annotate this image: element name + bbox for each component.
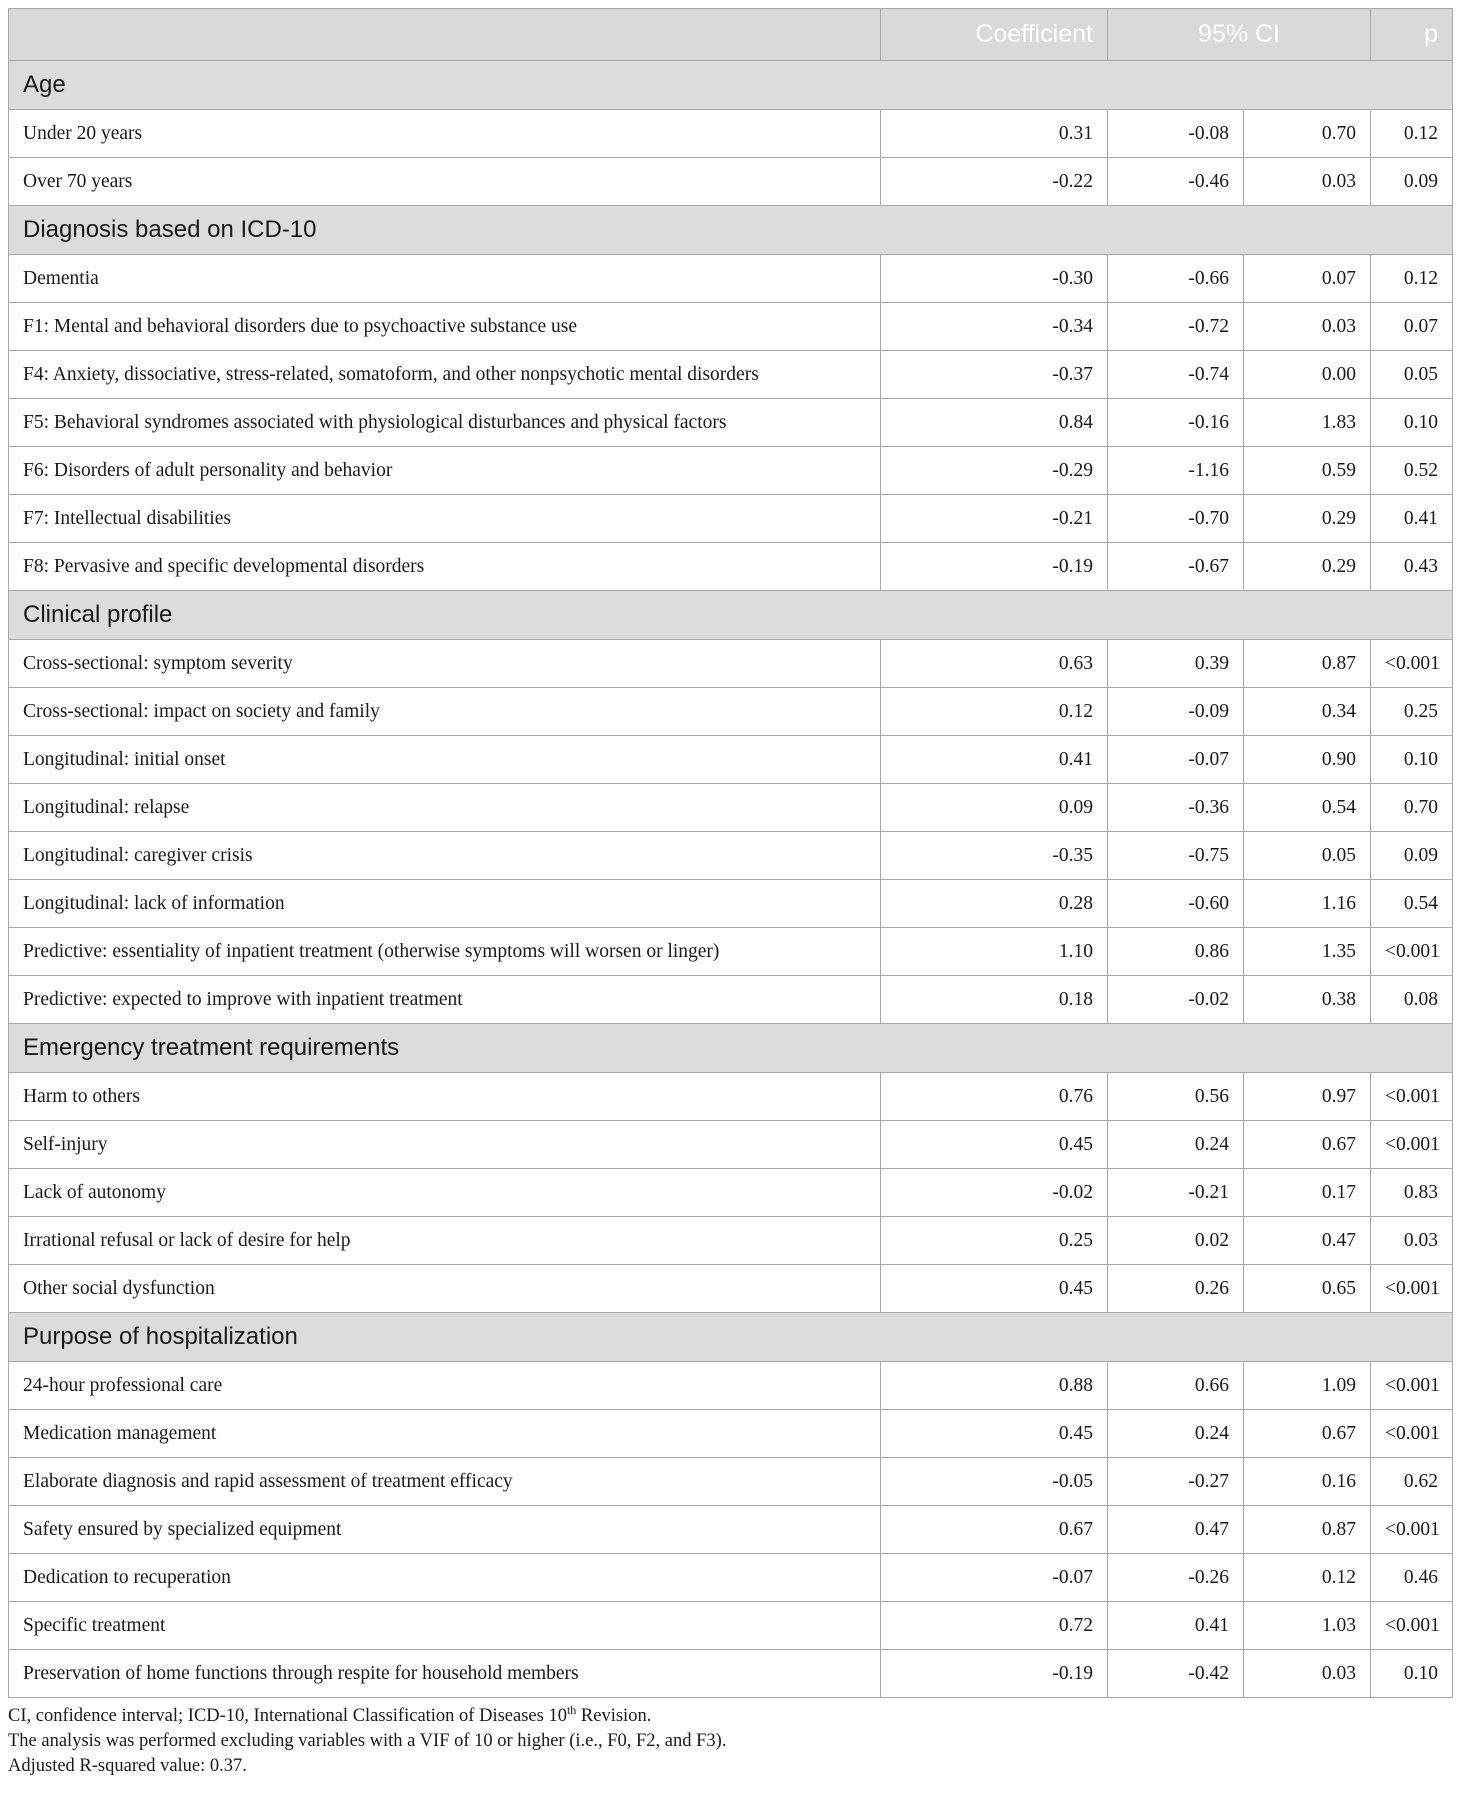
- coefficient-cell: 0.45: [881, 1410, 1108, 1458]
- ci-upper-cell: 1.16: [1244, 880, 1371, 928]
- ci-upper-cell: 0.00: [1244, 351, 1371, 399]
- coefficient-cell: -0.07: [881, 1554, 1108, 1602]
- coefficient-cell: 0.76: [881, 1073, 1108, 1121]
- coefficient-cell: 0.31: [881, 110, 1108, 158]
- table-row: [9, 1121, 1453, 1169]
- ci-lower-cell: 0.56: [1108, 1073, 1244, 1121]
- coefficient-cell: 0.41: [881, 736, 1108, 784]
- variable-label: F6: Disorders of adult personality and behavior: [9, 447, 881, 495]
- coefficient-cell: 0.45: [881, 1121, 1108, 1169]
- variable-label: Specific treatment: [9, 1602, 881, 1650]
- ci-lower-cell: 0.47: [1108, 1506, 1244, 1554]
- variable-label: F7: Intellectual disabilities: [9, 495, 881, 543]
- variable-label: Safety ensured by specialized equipment: [9, 1506, 881, 1554]
- section-title: Clinical profile: [9, 591, 1453, 640]
- coefficient-cell: -0.21: [881, 495, 1108, 543]
- table-row: [9, 1458, 1453, 1506]
- coefficient-cell: -0.37: [881, 351, 1108, 399]
- ci-upper-cell: 0.97: [1244, 1073, 1371, 1121]
- p-value-cell: 0.83: [1371, 1169, 1453, 1217]
- p-value-cell: 0.10: [1371, 399, 1453, 447]
- variable-label: Predictive: expected to improve with inpatient treatment: [9, 976, 881, 1024]
- footnote-r-squared: Adjusted R-squared value: 0.37.: [8, 1756, 247, 1776]
- ci-upper-cell: 0.65: [1244, 1265, 1371, 1313]
- table-body: [9, 61, 1453, 1698]
- ci-upper-cell: 0.54: [1244, 784, 1371, 832]
- table-row: [9, 1169, 1453, 1217]
- table-row: [9, 158, 1453, 206]
- p-value-cell: 0.12: [1371, 110, 1453, 158]
- ci-upper-cell: 0.47: [1244, 1217, 1371, 1265]
- ci-upper-cell: 0.07: [1244, 255, 1371, 303]
- coefficient-cell: 0.18: [881, 976, 1108, 1024]
- coefficient-cell: 0.63: [881, 640, 1108, 688]
- ci-lower-cell: -0.72: [1108, 303, 1244, 351]
- ci-upper-cell: 0.17: [1244, 1169, 1371, 1217]
- p-value-cell: 0.41: [1371, 495, 1453, 543]
- table-row: [9, 1602, 1453, 1650]
- ci-upper-cell: 0.67: [1244, 1410, 1371, 1458]
- ci-lower-cell: 0.24: [1108, 1121, 1244, 1169]
- ci-upper-cell: 0.87: [1244, 1506, 1371, 1554]
- ci-upper-cell: 0.03: [1244, 303, 1371, 351]
- variable-label: Dedication to recuperation: [9, 1554, 881, 1602]
- header-blank: [9, 9, 881, 61]
- section-title: Diagnosis based on ICD-10: [9, 206, 1453, 255]
- ci-lower-cell: -0.66: [1108, 255, 1244, 303]
- table-row: [9, 1073, 1453, 1121]
- p-value-cell: 0.09: [1371, 832, 1453, 880]
- coefficient-cell: -0.34: [881, 303, 1108, 351]
- ci-lower-cell: -0.67: [1108, 543, 1244, 591]
- coefficient-cell: -0.02: [881, 1169, 1108, 1217]
- p-value-cell: <0.001: [1371, 1073, 1453, 1121]
- table-row: [9, 1506, 1453, 1554]
- p-value-cell: <0.001: [1371, 1506, 1453, 1554]
- table-row: [9, 255, 1453, 303]
- ci-lower-cell: -0.36: [1108, 784, 1244, 832]
- coefficient-cell: 0.25: [881, 1217, 1108, 1265]
- p-value-cell: <0.001: [1371, 640, 1453, 688]
- table-row: [9, 976, 1453, 1024]
- p-value-cell: 0.54: [1371, 880, 1453, 928]
- ci-lower-cell: -0.09: [1108, 688, 1244, 736]
- coefficient-cell: 0.45: [881, 1265, 1108, 1313]
- ci-upper-cell: 0.67: [1244, 1121, 1371, 1169]
- section-title: Emergency treatment requirements: [9, 1024, 1453, 1073]
- ci-lower-cell: 0.86: [1108, 928, 1244, 976]
- ci-upper-cell: 0.03: [1244, 1650, 1371, 1698]
- section-title: Age: [9, 61, 1453, 110]
- p-value-cell: <0.001: [1371, 1265, 1453, 1313]
- ci-lower-cell: 0.41: [1108, 1602, 1244, 1650]
- variable-label: 24-hour professional care: [9, 1362, 881, 1410]
- coefficient-cell: -0.35: [881, 832, 1108, 880]
- coefficient-cell: 0.12: [881, 688, 1108, 736]
- variable-label: Longitudinal: initial onset: [9, 736, 881, 784]
- ci-lower-cell: -0.42: [1108, 1650, 1244, 1698]
- coefficient-cell: -0.29: [881, 447, 1108, 495]
- section-header-row: [9, 1024, 1453, 1073]
- variable-label: Other social dysfunction: [9, 1265, 881, 1313]
- ci-lower-cell: -0.16: [1108, 399, 1244, 447]
- variable-label: Cross-sectional: impact on society and family: [9, 688, 881, 736]
- coefficient-cell: -0.22: [881, 158, 1108, 206]
- ci-upper-cell: 0.05: [1244, 832, 1371, 880]
- p-value-cell: <0.001: [1371, 1121, 1453, 1169]
- table-row: [9, 832, 1453, 880]
- coefficient-cell: -0.19: [881, 1650, 1108, 1698]
- ci-lower-cell: 0.02: [1108, 1217, 1244, 1265]
- p-value-cell: 0.46: [1371, 1554, 1453, 1602]
- ci-upper-cell: 1.83: [1244, 399, 1371, 447]
- ci-upper-cell: 0.03: [1244, 158, 1371, 206]
- table-row: [9, 880, 1453, 928]
- header-row: [9, 9, 1453, 61]
- ci-upper-cell: 0.34: [1244, 688, 1371, 736]
- variable-label: Harm to others: [9, 1073, 881, 1121]
- table-row: [9, 303, 1453, 351]
- coefficient-cell: 0.88: [881, 1362, 1108, 1410]
- variable-label: F8: Pervasive and specific developmental disorders: [9, 543, 881, 591]
- table-row: [9, 640, 1453, 688]
- p-value-cell: 0.05: [1371, 351, 1453, 399]
- coefficient-cell: 0.72: [881, 1602, 1108, 1650]
- ci-lower-cell: -0.75: [1108, 832, 1244, 880]
- variable-label: Elaborate diagnosis and rapid assessment of treatment efficacy: [9, 1458, 881, 1506]
- ci-lower-cell: -0.46: [1108, 158, 1244, 206]
- ci-upper-cell: 1.35: [1244, 928, 1371, 976]
- section-title: Purpose of hospitalization: [9, 1313, 1453, 1362]
- ci-upper-cell: 0.29: [1244, 495, 1371, 543]
- ci-lower-cell: 0.24: [1108, 1410, 1244, 1458]
- p-value-cell: <0.001: [1371, 1602, 1453, 1650]
- ci-lower-cell: -0.21: [1108, 1169, 1244, 1217]
- table-row: [9, 1265, 1453, 1313]
- header-95ci: 95% CI: [1108, 9, 1371, 61]
- p-value-cell: 0.52: [1371, 447, 1453, 495]
- ci-upper-cell: 0.87: [1244, 640, 1371, 688]
- ci-lower-cell: -0.27: [1108, 1458, 1244, 1506]
- p-value-cell: 0.62: [1371, 1458, 1453, 1506]
- p-value-cell: <0.001: [1371, 928, 1453, 976]
- variable-label: Self-injury: [9, 1121, 881, 1169]
- variable-label: Cross-sectional: symptom severity: [9, 640, 881, 688]
- variable-label: F5: Behavioral syndromes associated with physiological disturbances and physical factors: [9, 399, 881, 447]
- ci-upper-cell: 1.03: [1244, 1602, 1371, 1650]
- variable-label: Longitudinal: lack of information: [9, 880, 881, 928]
- table-row: [9, 688, 1453, 736]
- coefficient-cell: 0.67: [881, 1506, 1108, 1554]
- ci-upper-cell: 0.90: [1244, 736, 1371, 784]
- p-value-cell: <0.001: [1371, 1362, 1453, 1410]
- footnote-vif: The analysis was performed excluding variables with a VIF of 10 or higher (i.e., F0, F2, and F3).: [8, 1731, 727, 1751]
- table-row: [9, 1217, 1453, 1265]
- coefficient-cell: 0.84: [881, 399, 1108, 447]
- coefficient-cell: -0.19: [881, 543, 1108, 591]
- header-p: p: [1371, 9, 1453, 61]
- variable-label: Longitudinal: caregiver crisis: [9, 832, 881, 880]
- p-value-cell: 0.09: [1371, 158, 1453, 206]
- table-row: [9, 351, 1453, 399]
- ci-lower-cell: -0.08: [1108, 110, 1244, 158]
- ci-lower-cell: -0.02: [1108, 976, 1244, 1024]
- ci-upper-cell: 0.59: [1244, 447, 1371, 495]
- ci-upper-cell: 0.70: [1244, 110, 1371, 158]
- variable-label: Dementia: [9, 255, 881, 303]
- ci-upper-cell: 0.12: [1244, 1554, 1371, 1602]
- ci-lower-cell: -0.26: [1108, 1554, 1244, 1602]
- variable-label: Over 70 years: [9, 158, 881, 206]
- ci-upper-cell: 0.16: [1244, 1458, 1371, 1506]
- table-row: [9, 1650, 1453, 1698]
- table-row: [9, 399, 1453, 447]
- ci-lower-cell: -0.70: [1108, 495, 1244, 543]
- variable-label: Medication management: [9, 1410, 881, 1458]
- p-value-cell: 0.43: [1371, 543, 1453, 591]
- table-container: [8, 8, 1452, 1779]
- variable-label: F4: Anxiety, dissociative, stress-related, somatoform, and other nonpsychotic mental disorders: [9, 351, 881, 399]
- table-row: [9, 495, 1453, 543]
- p-value-cell: 0.10: [1371, 736, 1453, 784]
- variable-label: Lack of autonomy: [9, 1169, 881, 1217]
- table-row: [9, 1362, 1453, 1410]
- table-row: [9, 1410, 1453, 1458]
- ci-lower-cell: -0.07: [1108, 736, 1244, 784]
- p-value-cell: 0.08: [1371, 976, 1453, 1024]
- ci-lower-cell: -1.16: [1108, 447, 1244, 495]
- section-header-row: [9, 206, 1453, 255]
- p-value-cell: 0.03: [1371, 1217, 1453, 1265]
- section-header-row: [9, 1313, 1453, 1362]
- variable-label: Longitudinal: relapse: [9, 784, 881, 832]
- ci-lower-cell: 0.26: [1108, 1265, 1244, 1313]
- variable-label: Preservation of home functions through respite for household members: [9, 1650, 881, 1698]
- ci-lower-cell: 0.66: [1108, 1362, 1244, 1410]
- table-row: [9, 110, 1453, 158]
- ci-upper-cell: 0.38: [1244, 976, 1371, 1024]
- coefficient-cell: 0.09: [881, 784, 1108, 832]
- ci-lower-cell: 0.39: [1108, 640, 1244, 688]
- coefficient-cell: -0.05: [881, 1458, 1108, 1506]
- footnotes: [8, 1704, 1452, 1779]
- header-coefficient: Coefficient: [881, 9, 1108, 61]
- p-value-cell: 0.25: [1371, 688, 1453, 736]
- table-row: [9, 1554, 1453, 1602]
- coefficient-cell: 0.28: [881, 880, 1108, 928]
- variable-label: Irrational refusal or lack of desire for help: [9, 1217, 881, 1265]
- variable-label: F1: Mental and behavioral disorders due to psychoactive substance use: [9, 303, 881, 351]
- p-value-cell: 0.07: [1371, 303, 1453, 351]
- section-header-row: [9, 61, 1453, 110]
- ci-lower-cell: -0.60: [1108, 880, 1244, 928]
- table-row: [9, 447, 1453, 495]
- ci-lower-cell: -0.74: [1108, 351, 1244, 399]
- ci-upper-cell: 1.09: [1244, 1362, 1371, 1410]
- p-value-cell: <0.001: [1371, 1410, 1453, 1458]
- variable-label: Predictive: essentiality of inpatient treatment (otherwise symptoms will worsen or linger): [9, 928, 881, 976]
- regression-table: [8, 8, 1453, 1698]
- footnote-abbreviations: CI, confidence interval; ICD-10, International Classification of Diseases 10th Revision.: [8, 1702, 652, 1726]
- table-row: [9, 928, 1453, 976]
- table-row: [9, 543, 1453, 591]
- p-value-cell: 0.12: [1371, 255, 1453, 303]
- p-value-cell: 0.70: [1371, 784, 1453, 832]
- coefficient-cell: -0.30: [881, 255, 1108, 303]
- table-row: [9, 784, 1453, 832]
- ci-upper-cell: 0.29: [1244, 543, 1371, 591]
- coefficient-cell: 1.10: [881, 928, 1108, 976]
- section-header-row: [9, 591, 1453, 640]
- table-row: [9, 736, 1453, 784]
- p-value-cell: 0.10: [1371, 1650, 1453, 1698]
- variable-label: Under 20 years: [9, 110, 881, 158]
